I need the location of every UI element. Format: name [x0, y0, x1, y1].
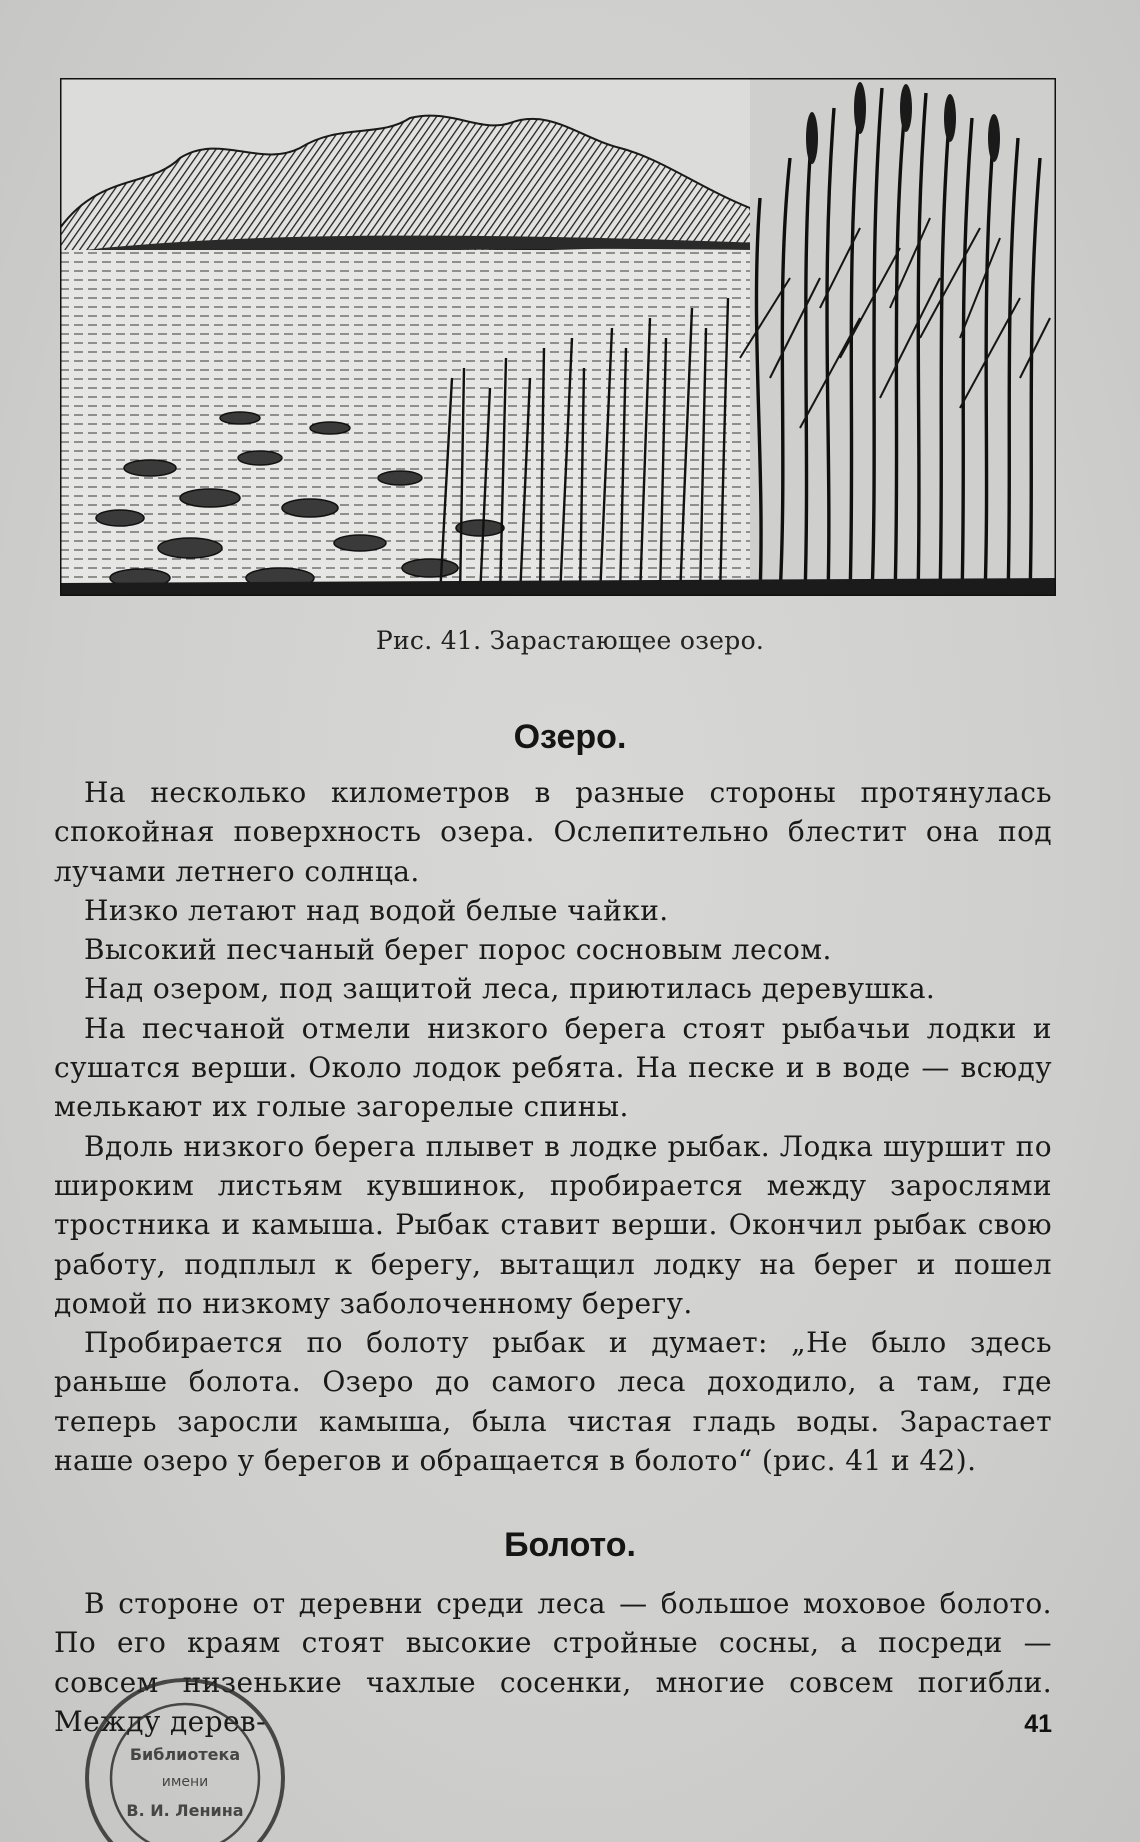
figure-caption: Рис. 41. Зарастающее озеро. — [375, 626, 765, 655]
paragraph: Пробирается по болоту рыбак и думает: „Не было здесь раньше болота. Озеро до самого леса доходило, а там, где теперь заросли камыша, была чистая гладь воды. Зарастает наше озеро у берегов и обращается в болото“ (рис. 41 и 42). — [54, 1326, 1052, 1478]
stamp-line: Библиотека — [129, 1745, 241, 1764]
paragraph: В стороне от деревни среди леса — большое моховое болото. По его краям стоят высокие стройные сосны, а посреди — совсем низенькие чахлые сосенки, многие совсем погибли. Между дерев- — [54, 1587, 1052, 1738]
library-stamp — [70, 1668, 300, 1842]
paragraph: Низко летают над водой белые чайки. — [84, 893, 669, 927]
library-stamp-icon — [70, 1668, 300, 1842]
paragraph: На песчаной отмели низкого берега стоят рыбачьи лодки и сушатся верши. Около лодок ребята. На песке и в воде — всюду мелькают их голые загорелые спины. — [54, 1011, 1052, 1124]
lake-illustration — [60, 78, 1056, 596]
paragraph: Высокий песчаный берег порос сосновым лесом. — [84, 933, 832, 967]
paragraph: Над озером, под защитой леса, приютилась деревушка. — [84, 972, 936, 1006]
lake-section-text — [54, 773, 1052, 1480]
swamp-section-title: Болото. — [504, 1526, 636, 1564]
stamp-line: имени — [161, 1774, 209, 1790]
paragraph: Вдоль низкого берега плывет в лодке рыбак. Лодка шуршит по широким листьям кувшинок, пробирается между зарослями тростника и камыша. Рыбак ставит верши. Окончил рыбак свою работу, подплыл к берегу, вытащил лодку на берег и пошел домой по низкому заболоченному берегу. — [54, 1129, 1052, 1320]
page-number: 41 — [1024, 1710, 1052, 1738]
stamp-line: В. И. Ленина — [126, 1801, 244, 1820]
paragraph: На несколько километров в разные стороны протянулась спокойная поверхность озера. Ослепительно блестит она под лучами летнего солнца. — [54, 776, 1052, 888]
lake-section-title: Озеро. — [513, 718, 627, 756]
overgrown-lake-illustration-icon — [60, 78, 1056, 596]
